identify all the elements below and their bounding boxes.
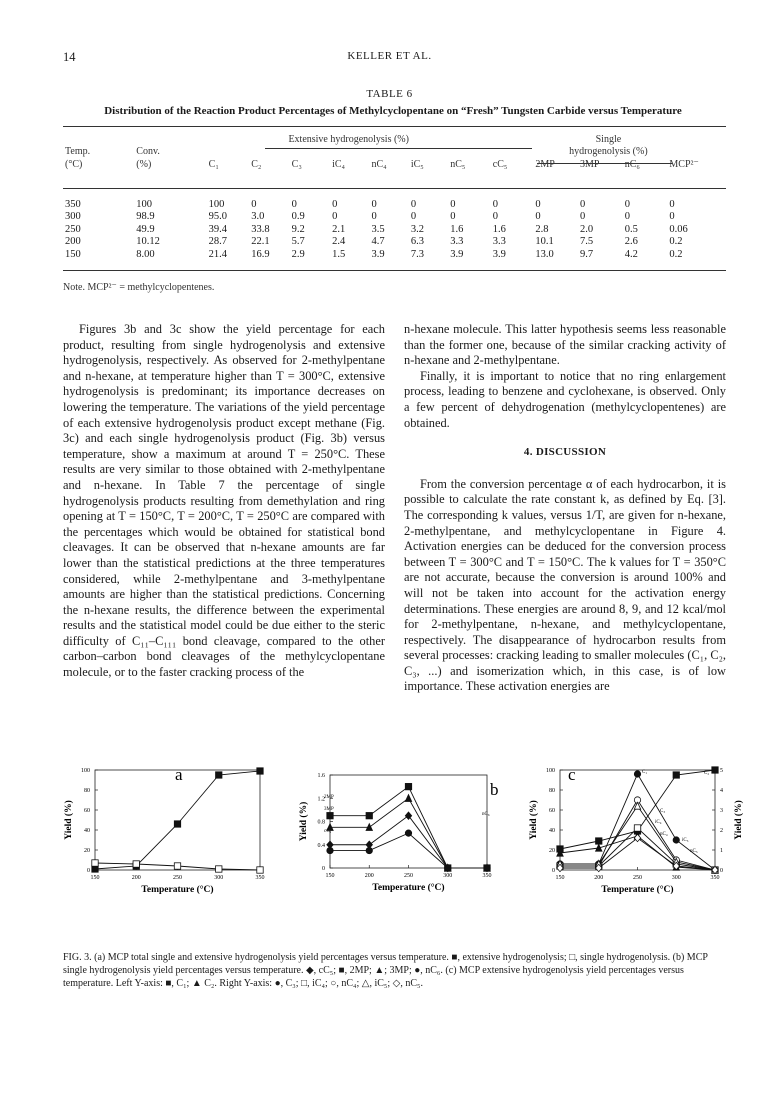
table-cell: 3.9 (492, 248, 506, 260)
y-tick-label: 1.6 (317, 773, 325, 779)
conv-header: Conv. (136, 146, 160, 158)
table-note: Note. MCP²⁻ = methylcyclopentenes. (63, 282, 215, 293)
y-tick-label: 0 (87, 868, 90, 874)
panel-label: c (568, 765, 576, 784)
column-header: C₂ (251, 158, 262, 170)
table-cell: 33.8 (251, 223, 270, 235)
table-cell: 0 (535, 211, 541, 223)
table-cell: 3.9 (371, 248, 385, 260)
data-table (63, 133, 726, 171)
data-point (673, 837, 679, 843)
data-point (405, 795, 411, 802)
table-cell: 28.7 (208, 236, 228, 248)
series-annotation: nC₅ (690, 849, 698, 854)
figure-caption: FIG. 3. (a) MCP total single and extensive hydrogenolysis yield percentages versus temperature. ■, extensive hydrogenolysis; □, single hydrogenolysis. (b) MCP single hydrogenolysis yield percentages versus temperature. ◆, cC₅; ■, 2MP; ▲; 3MP; ●, nC₆. (c) MCP extensive hydrogenolysis yield percentages versus temperature. Left Y-axis: ■, C₁; ▲ C₂. Right Y-axis: ●, C₃; □, iC₄; ○, nC₄; △, iC₅; ◇, nC₅. (63, 952, 708, 989)
table-row (63, 236, 726, 249)
table-top-rule (63, 126, 726, 127)
data-point (634, 771, 640, 777)
column-header: iC₅ (410, 158, 424, 170)
column-header: nC₄ (371, 158, 387, 170)
series-annotation: iC₄ (655, 820, 662, 825)
table-cell: 2.6 (624, 236, 638, 248)
x-tick-label: 300 (671, 875, 681, 881)
table-header-rule (63, 188, 726, 189)
y-axis-label: Yield (%) (64, 800, 74, 840)
series-annotation: 2MP (324, 795, 334, 800)
y-tick-label: 100 (546, 768, 555, 774)
data-point (257, 768, 263, 774)
table-cell: 0 (251, 198, 257, 210)
y-right-axis-label: Yield (%) (734, 800, 744, 840)
data-point (92, 866, 98, 872)
data-table-body (63, 198, 726, 261)
y-tick-label: 20 (549, 848, 555, 854)
body-paragraph: From the conversion percentage α of each hydrocarbon, it is possible to calculate the rate constant k, as defined by Eq. [3]. The corresponding k values, versus 1/T, are given for n-hexane, 2-methylpentane, and methylcyclopentane in Figure 4. Activation energies can be deduced for the conversion process between T = 300°C and T = 150°C. The k values for T = 350°C are not accurate, because the conversion is around 100% and will not be taken into account for the activation energy determinations. These energies are around 8, 9, and 12 kcal/mol for 2-methylpentane, n-hexane, and methylcyclopentane, respectively. The disappearance of hydrocarbon results from several processes: cracking leading to smaller molecules (C₁, C₂, C₃, ...) and isomerization which, in this case, is of low importance. These activation energies are (404, 476, 726, 694)
extensive-group-label: Extensive hydrogenolysis (%) (288, 133, 409, 145)
data-point (92, 860, 98, 866)
x-tick-label: 300 (443, 873, 453, 879)
table-cell: 49.9 (136, 223, 155, 235)
single-group-label: Single (595, 133, 622, 145)
table-cell: 3.9 (450, 248, 464, 260)
table-cell: 7.3 (410, 248, 424, 260)
x-tick-label: 150 (90, 875, 100, 881)
table-cell: 250 (65, 223, 81, 235)
body-paragraph: Figures 3b and 3c show the yield percentage for each product, resulting from single hydrogenolysis and extensive hydrogenolysis, respectively. As observed for 2-methylpentane and n-hexane, at temperature higher than T = 300°C, extensive hydrogenolysis is predominant; its importance decreases on lowering the temperature. The variations of the yield percentage of each extensive hydrogenolysis product except methane (Fig. 3c) and each single hydrogenolysis product (Fig. 3b) versus temperature, show a maximum at around T = 250°C. These results are very similar to those obtained with 2-methylpentane and n-hexane. In Table 7 the percentage of single hydrogenolysis products resulting from demethylation and ring opening at T = 150°C, T = 200°C, T = 250°C are compared with the percentages which would be obtained for statistical bond cleavages. It can be observed that n-hexane amounts are far lower than the statistical predictions at the three temperatures considered, while 2-methylpentane and 3-methylpentane amounts are higher than the statistical predictions. Concerning the n-hexane results, the difference between the experimental results and the statistical model could be due either to the steric difficulty of C₁₁–C₁₁₁ bond cleavage, compared to the other carbon–carbon bond cleavages of the methylcyclopentane molecule, or to the faster cracking process of the (63, 322, 385, 680)
data-point (366, 847, 372, 853)
table-cell: 0 (332, 211, 338, 223)
table-cell: 0 (669, 198, 675, 210)
y-right-tick-label: 2 (720, 828, 723, 834)
table-cell: 0 (332, 198, 338, 210)
series-annotation: C₂ (704, 771, 710, 776)
x-axis-label: Temperature (°C) (372, 883, 445, 893)
table-cell: 22.1 (251, 236, 270, 248)
table-cell: 3.0 (251, 211, 265, 223)
table-cell: 6.3 (410, 236, 424, 248)
table-cell: 0 (410, 211, 417, 223)
x-tick-label: 200 (594, 875, 604, 881)
data-point (712, 767, 718, 773)
data-point (174, 821, 180, 827)
y-tick-label: 80 (549, 788, 555, 794)
y-axis-label: Yield (%) (299, 801, 309, 842)
y-tick-label: 1.2 (317, 796, 325, 803)
table-cell: 16.9 (251, 248, 270, 260)
table-cell: 0 (492, 211, 499, 223)
y-tick-label: 80 (84, 788, 90, 794)
extensive-group-rule (265, 148, 532, 149)
table-cell: 0.9 (291, 211, 305, 223)
table-cell: 100 (136, 198, 153, 210)
table-row (63, 248, 726, 261)
y-tick-label: 0 (552, 868, 555, 874)
table-cell: 10.12 (136, 236, 160, 248)
table-row (63, 211, 726, 224)
series-line (330, 816, 487, 868)
body-paragraph: n-hexane molecule. This latter hypothesis seems less reasonable than the former one, because of the similar cracking activity of n-hexane and 2-methylpentane. (404, 322, 726, 368)
body-paragraph: Finally, it is important to notice that no ring enlargement process, leading to benzene and cyclohexane, is observed. Only a few percent of dehydrogenation (methylcyclopentenes) are obtained. (404, 368, 726, 430)
table-cell: 350 (65, 198, 81, 210)
y-tick-label: 40 (549, 828, 555, 834)
series-annotation: iC₅ (682, 838, 689, 843)
y-tick-label: 0.8 (317, 819, 325, 826)
table-cell: 5.7 (291, 236, 305, 248)
data-point (405, 783, 411, 789)
series-annotation: cC₅ (324, 829, 332, 834)
table-cell: 0 (450, 211, 456, 223)
column-header: cC₅ (492, 158, 508, 170)
table-cell: 21.4 (208, 248, 228, 260)
x-tick-label: 300 (214, 875, 224, 881)
right-column (404, 322, 726, 695)
table-cell: 100 (208, 198, 225, 210)
x-tick-label: 250 (633, 875, 642, 881)
running-head: KELLER ET AL. (347, 50, 432, 62)
series-annotation: nC₄ (660, 832, 668, 837)
table-cell: 1.5 (332, 248, 346, 260)
table-cell: 95.0 (208, 211, 228, 223)
conv-unit: (%) (136, 158, 152, 170)
column-header: nC₆ (624, 158, 640, 170)
table-cell: 0 (580, 211, 586, 223)
table-cell: 0 (410, 198, 417, 210)
table-header-row (63, 158, 726, 171)
series-line (330, 833, 487, 868)
table-cell: 0 (624, 198, 630, 210)
x-tick-label: 200 (364, 873, 374, 879)
x-tick-label: 200 (131, 875, 141, 881)
data-point (366, 812, 372, 818)
table-cell: 2.9 (291, 248, 305, 260)
y-tick-label: 60 (549, 808, 555, 814)
series-annotation: C₁ (642, 770, 648, 775)
column-header: iC₄ (332, 158, 346, 170)
panel-label: a (175, 765, 183, 784)
table-cell: 9.2 (291, 223, 305, 235)
data-point (484, 865, 490, 871)
table-cell: 0.06 (669, 223, 688, 235)
table-cell: 10.1 (535, 236, 554, 248)
column-header: nC₅ (450, 158, 466, 170)
table-caption: Distribution of the Reaction Product Percentages of Methylcyclopentane on “Fresh” Tungsten Carbide versus Temperature (104, 105, 682, 117)
table-cell: 4.2 (624, 248, 638, 260)
series-line (95, 771, 260, 869)
data-point (216, 772, 222, 778)
table-cell: 0 (535, 198, 541, 210)
table-cell: 0 (371, 198, 377, 210)
table-cell: 3.3 (450, 236, 464, 248)
table-cell: 4.7 (371, 236, 385, 248)
plot-frame (560, 770, 715, 870)
data-point (634, 825, 640, 831)
x-tick-label: 150 (555, 875, 565, 881)
table-cell: 0 (624, 211, 630, 223)
series-annotation: nC₆ (482, 812, 490, 817)
table-cell: 2.4 (332, 236, 346, 248)
data-point (673, 772, 679, 778)
table-cell: 8.00 (136, 248, 155, 260)
data-point (327, 812, 333, 818)
table-cell: 2.1 (332, 223, 346, 235)
x-axis-label: Temperature (°C) (601, 885, 674, 895)
column-header: C₁ (208, 158, 219, 170)
y-tick-label: 0 (322, 866, 325, 872)
data-point (405, 830, 411, 836)
x-tick-label: 150 (325, 873, 335, 879)
x-tick-label: 250 (404, 873, 413, 879)
table-row (63, 198, 726, 211)
table-bottom-rule (63, 270, 726, 271)
table-label: TABLE 6 (366, 88, 413, 100)
table-cell: 0 (492, 198, 499, 210)
y-right-tick-label: 1 (720, 848, 723, 854)
table-cell: 2.0 (580, 223, 594, 235)
series-line (560, 774, 715, 870)
series-annotation: 3MP (324, 807, 334, 812)
table-cell: 0 (371, 211, 377, 223)
x-axis-label: Temperature (°C) (141, 885, 214, 895)
table-cell: 0.2 (669, 236, 683, 248)
data-point (216, 866, 222, 872)
plot-frame (95, 770, 260, 870)
table-group-header-row (63, 133, 726, 146)
y-axis-label: Yield (%) (529, 800, 539, 840)
table-cell: 0 (669, 211, 675, 223)
temp-header: Temp. (65, 146, 91, 158)
column-header: 3MP (580, 158, 600, 170)
table-cell: 3.5 (371, 223, 385, 235)
table-cell: 0 (291, 198, 297, 210)
x-tick-label: 350 (482, 873, 492, 879)
table-cell: 98.9 (136, 211, 155, 223)
table-cell: 1.6 (492, 223, 506, 235)
single-group-rule (537, 163, 672, 164)
data-point (634, 834, 640, 841)
table-cell: 0.5 (624, 223, 638, 235)
data-point (133, 861, 139, 867)
y-tick-label: 60 (84, 808, 90, 814)
table-cell: 1.6 (450, 223, 464, 235)
column-header: C₃ (291, 158, 302, 170)
table-cell: 200 (65, 236, 81, 248)
data-point (445, 865, 451, 871)
table-cell: 0 (580, 198, 586, 210)
y-tick-label: 40 (84, 828, 90, 834)
y-right-tick-label: 3 (720, 808, 723, 814)
y-tick-label: 100 (81, 768, 90, 774)
table-cell: 3.2 (410, 223, 424, 235)
table-cell: 2.8 (535, 223, 549, 235)
table-cell: 39.4 (208, 223, 228, 235)
y-right-tick-label: 4 (720, 788, 723, 794)
single-group-label-2: hydrogenolysis (%) (569, 146, 648, 158)
section-heading: 4. DISCUSSION (523, 446, 607, 459)
series-annotation: C₃ (660, 809, 666, 814)
figure-panel-b (292, 760, 507, 945)
x-tick-label: 350 (710, 875, 720, 881)
table-cell: 3.3 (492, 236, 506, 248)
y-tick-label: 0.4 (317, 842, 325, 849)
panel-label: b (490, 780, 499, 799)
data-point (174, 863, 180, 869)
y-right-tick-label: 0 (720, 868, 723, 874)
x-tick-label: 350 (255, 875, 265, 881)
data-point (327, 847, 333, 853)
table-cell: 7.5 (580, 236, 594, 248)
table-cell: 0 (450, 198, 456, 210)
y-right-tick-label: 5 (720, 768, 723, 774)
table-cell: 13.0 (535, 248, 554, 260)
table-row (63, 223, 726, 236)
left-column (63, 322, 385, 681)
y-tick-label: 20 (84, 848, 90, 854)
table-cell: 300 (65, 211, 81, 223)
table-cell: 9.7 (580, 248, 594, 260)
table-cell: 150 (65, 248, 81, 260)
column-header: MCP²⁻ (669, 158, 699, 170)
column-header: 2MP (535, 158, 555, 170)
figure-panel-c (530, 760, 745, 945)
data-point (596, 838, 602, 844)
data-point (257, 867, 263, 873)
page-number: 14 (63, 50, 76, 64)
temp-unit: (°C) (65, 158, 83, 170)
table-cell: 0.2 (669, 248, 683, 260)
x-tick-label: 250 (173, 875, 182, 881)
figure-panel-a (55, 760, 275, 945)
